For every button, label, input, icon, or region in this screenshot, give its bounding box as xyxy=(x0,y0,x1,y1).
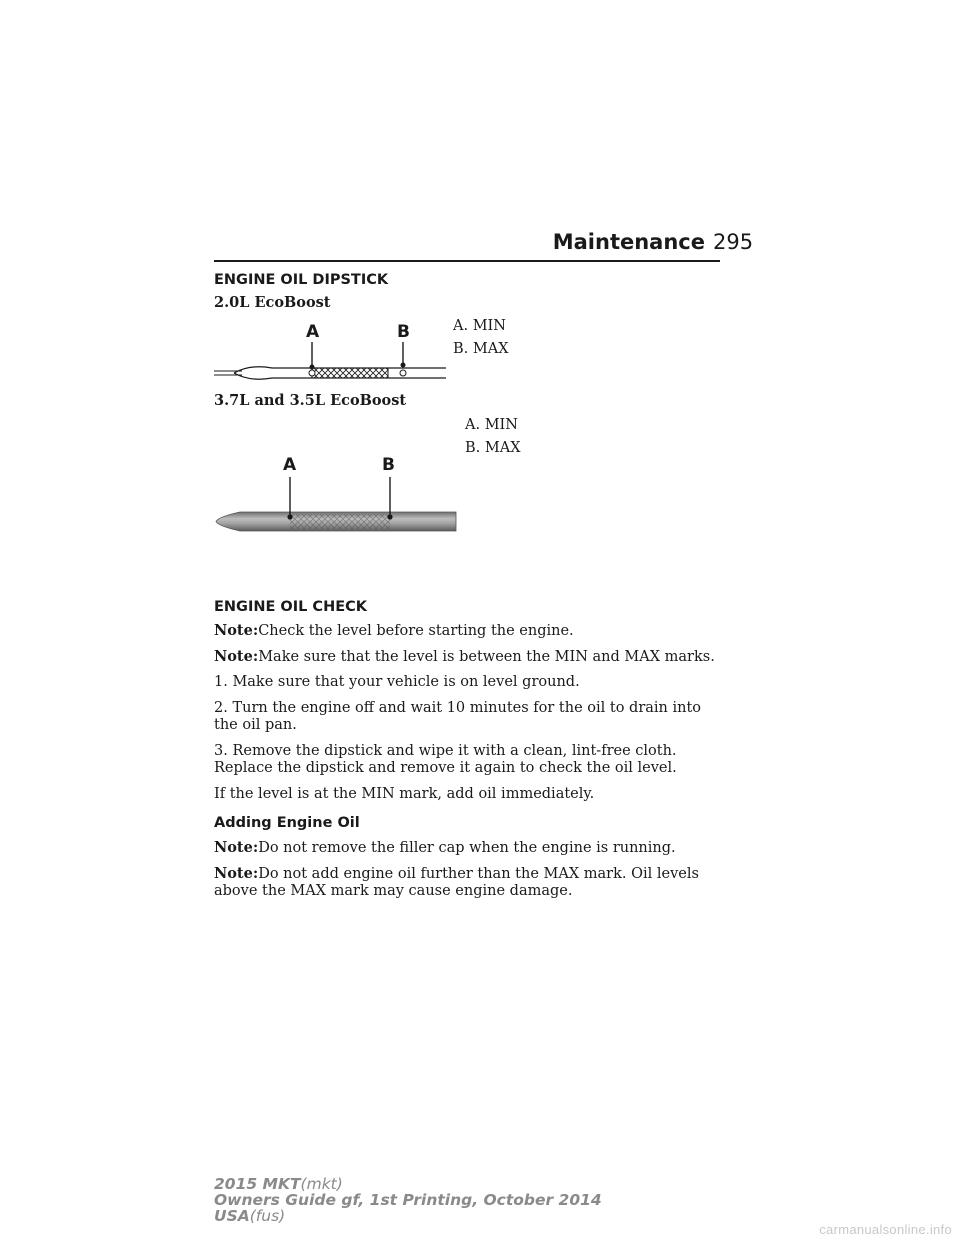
variant-1-title: 2.0L EcoBoost xyxy=(214,294,331,311)
check-closing: If the level is at the MIN mark, add oil immediately. xyxy=(214,786,595,802)
dipstick-2-label-b: B xyxy=(382,455,395,475)
footer-line-3: USA(fus) xyxy=(214,1207,286,1225)
variant-2-legend-a: A. MIN xyxy=(465,417,518,433)
variant-2-legend-b: B. MAX xyxy=(465,440,521,456)
adding-note-1: Note:Do not remove the filler cap when the engine is running. xyxy=(214,839,676,856)
dipstick-1-label-a: A xyxy=(306,322,320,342)
footer-line-2: Owners Guide gf, 1st Printing, October 2014 xyxy=(214,1191,602,1209)
dipstick-2-label-a: A xyxy=(283,455,297,475)
adding-heading: Adding Engine Oil xyxy=(214,815,360,831)
check-step-3: 3. Remove the dipstick and wipe it with a clean, lint-free cloth. Replace the dipstick and remove it again to check the oil level. xyxy=(214,743,677,776)
check-step-1: 1. Make sure that your vehicle is on level ground. xyxy=(214,674,580,690)
adding-note-2: Note:Do not add engine oil further than the MAX mark. Oil levels above the MAX mark may cause engine damage. xyxy=(214,865,699,899)
check-heading: ENGINE OIL CHECK xyxy=(214,599,367,615)
dipstick-figure-2-0l xyxy=(214,316,446,386)
check-note-1: Note:Check the level before starting the engine. xyxy=(214,622,574,639)
footer-line-1: 2015 MKT(mkt) xyxy=(214,1175,343,1193)
variant-1-legend-a: A. MIN xyxy=(453,318,506,334)
header-rule xyxy=(214,260,720,262)
check-step-2: 2. Turn the engine off and wait 10 minutes for the oil to drain into the oil pan. xyxy=(214,700,702,733)
dipstick-1-label-b: B xyxy=(397,322,410,342)
footer xyxy=(214,1176,602,1224)
check-note-2: Note:Make sure that the level is between the MIN and MAX marks. xyxy=(214,648,715,665)
watermark: carmanualsonline.info xyxy=(819,1222,952,1237)
dipstick-heading: ENGINE OIL DIPSTICK xyxy=(214,272,389,288)
page-number: 295 xyxy=(713,230,754,254)
variant-2-title: 3.7L and 3.5L EcoBoost xyxy=(214,392,407,409)
dipstick-figure-3-7l-3-5l xyxy=(214,450,458,536)
variant-1-legend-b: B. MAX xyxy=(453,341,509,357)
section-title: Maintenance xyxy=(552,230,705,254)
